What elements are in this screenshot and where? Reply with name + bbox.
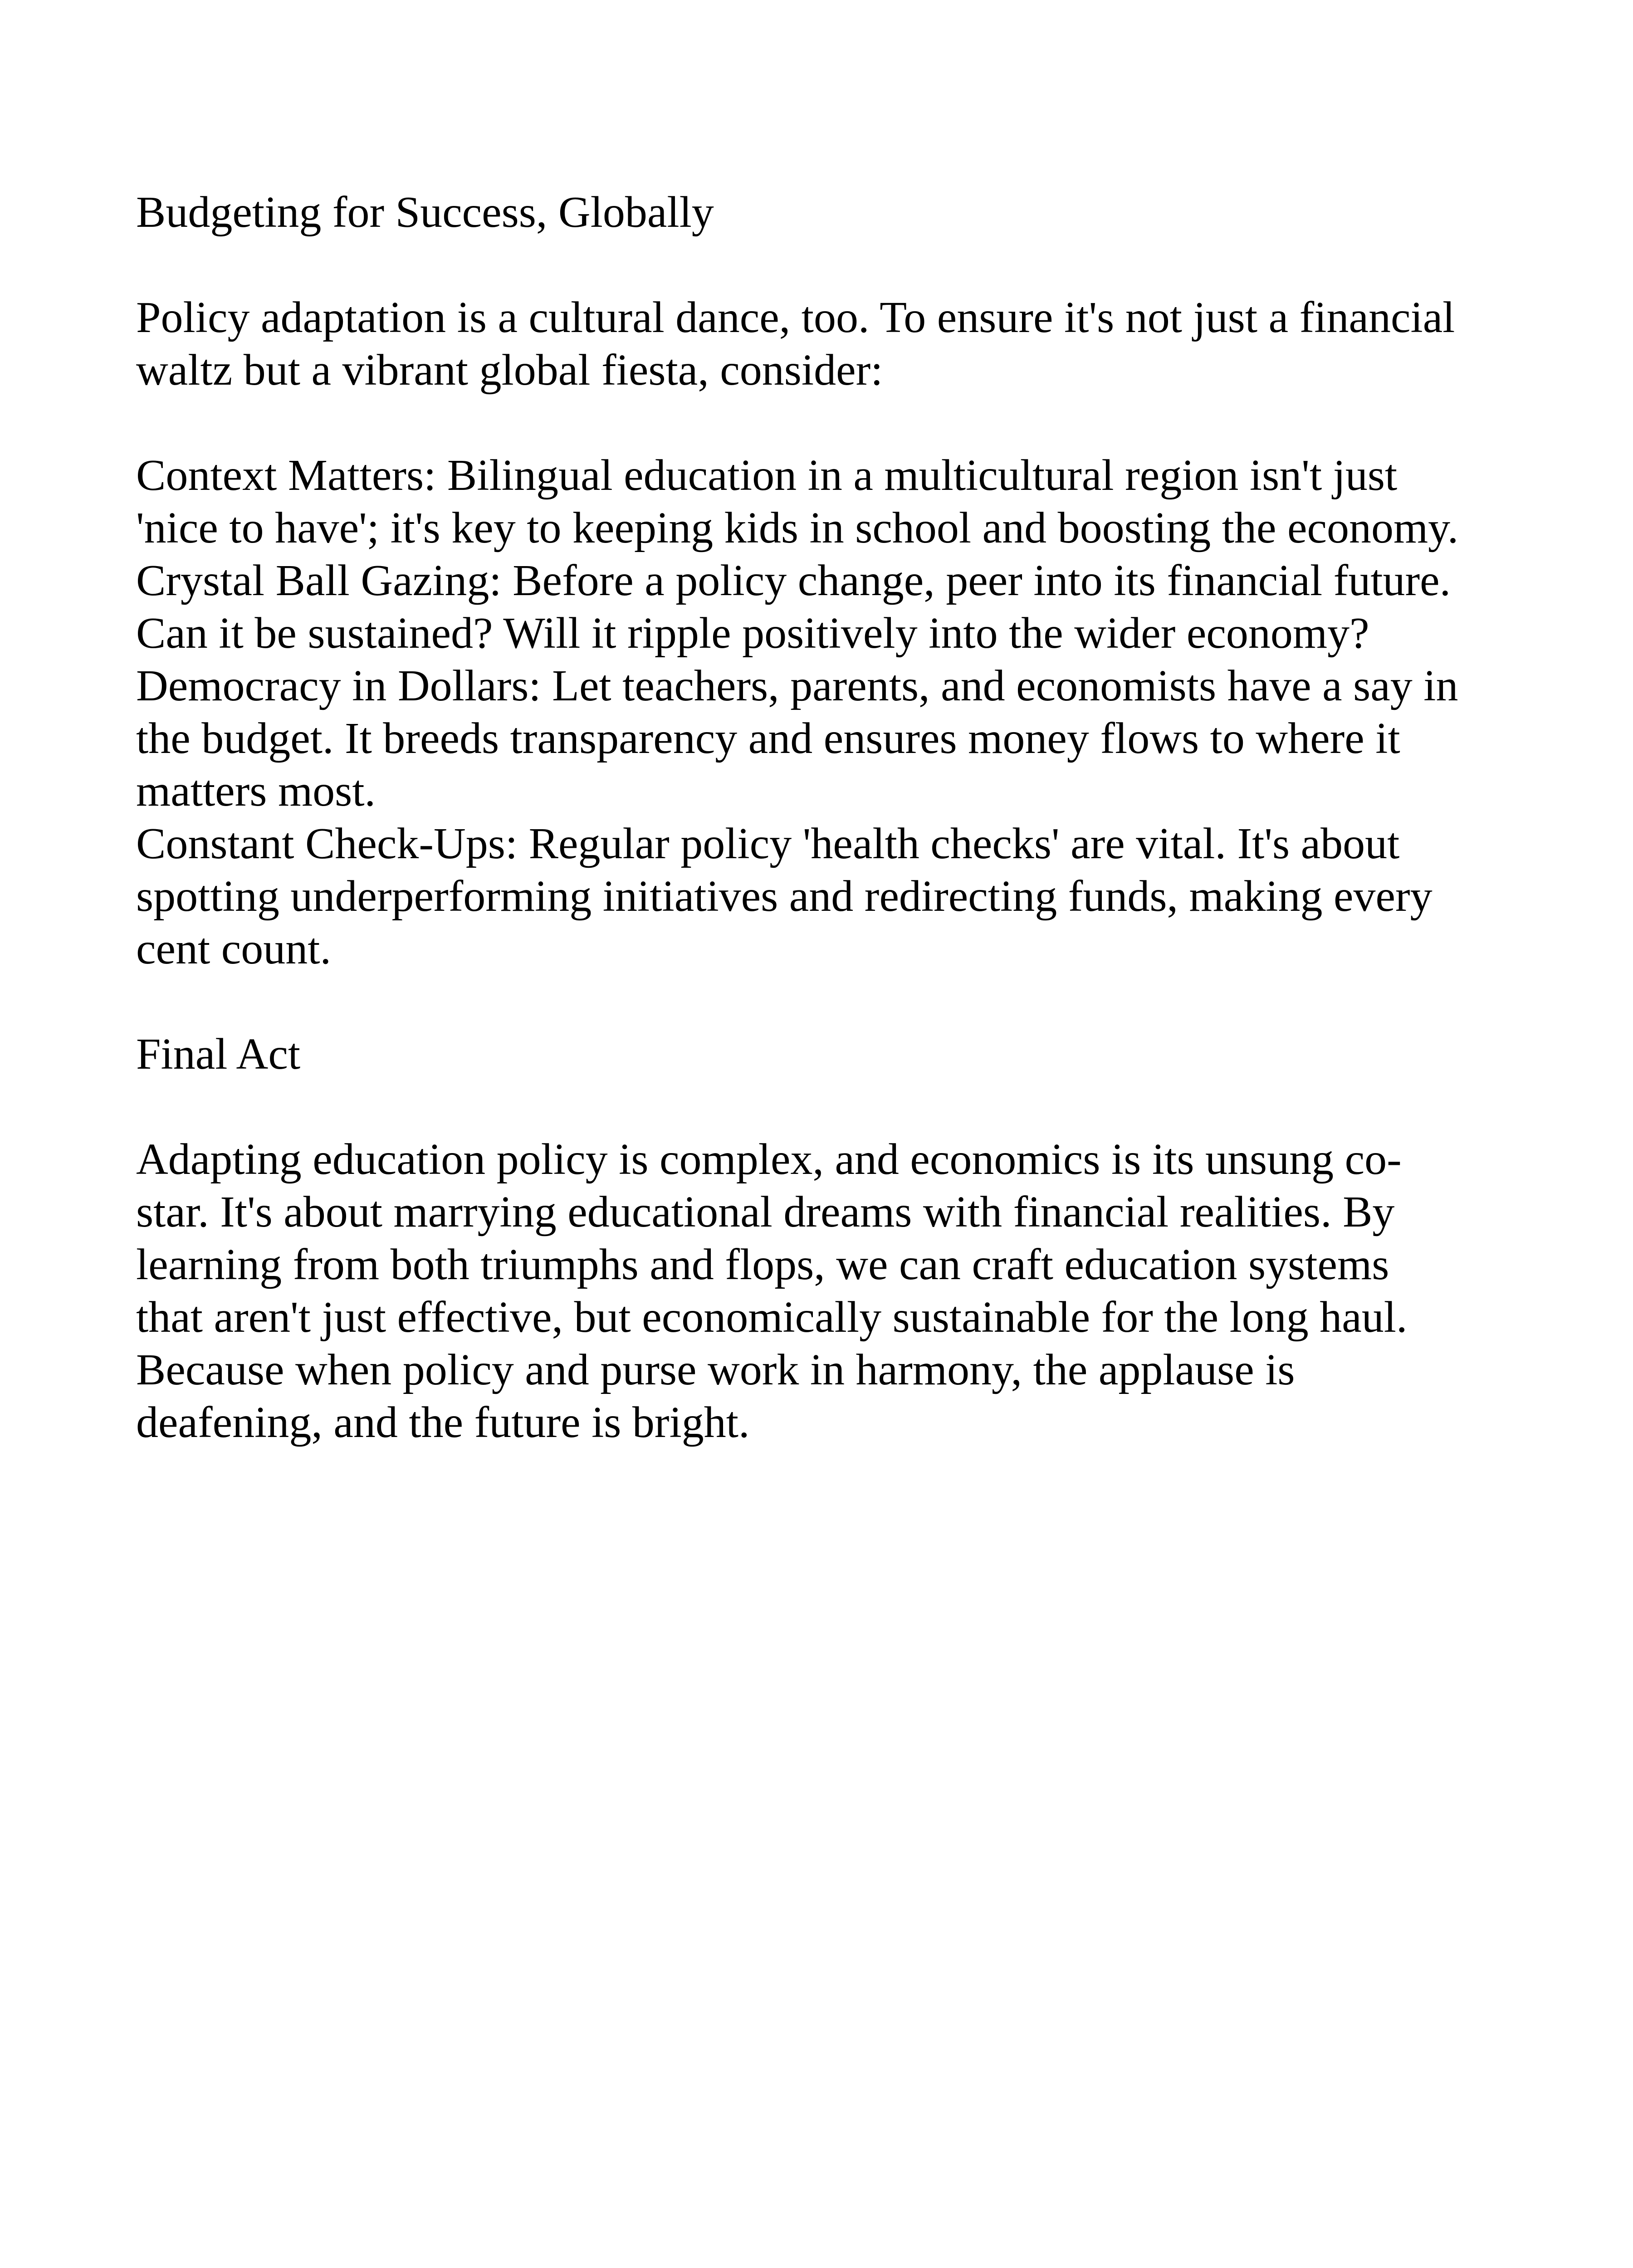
paragraph-gap <box>136 396 1461 449</box>
final-heading: Final Act <box>136 1030 301 1079</box>
list-item-constant-check-ups: Constant Check-Ups: Regular policy 'health checks' are vital. It's about spotting underperforming initiatives and redirecting funds, making every cent count. <box>136 819 1433 973</box>
paragraph-gap <box>136 975 1461 1028</box>
conclusion-paragraph: Adapting education policy is complex, and economics is its unsung co-star. It's about marrying educational dreams with financial realities. By learning from both triumphs and flops, we can craft education systems that aren't just effective, but economically sustainable for the long haul. Because when policy and purse work in harmony, the applause is deafening, and the future is bright. <box>136 1135 1408 1447</box>
page-body <box>136 186 1461 1449</box>
intro-paragraph: Policy adaptation is a cultural dance, too. To ensure it's not just a financial waltz but a vibrant global fiesta, consider: <box>136 293 1455 395</box>
list-item-democracy-in-dollars: Democracy in Dollars: Let teachers, parents, and economists have a say in the budget. It breeds transparency and ensures money flows to where it matters most. <box>136 661 1458 816</box>
list-item-crystal-ball-gazing: Crystal Ball Gazing: Before a policy change, peer into its financial future. Can it be sustained? Will it ripple positively into the wider economy? <box>136 556 1451 658</box>
paragraph-gap <box>136 1080 1461 1133</box>
list-item-context-matters: Context Matters: Bilingual education in a multicultural region isn't just 'nice to have'; it's key to keeping kids in school and boosting the economy. <box>136 451 1459 552</box>
paragraph-gap <box>136 239 1461 291</box>
section-heading: Budgeting for Success, Globally <box>136 188 714 237</box>
